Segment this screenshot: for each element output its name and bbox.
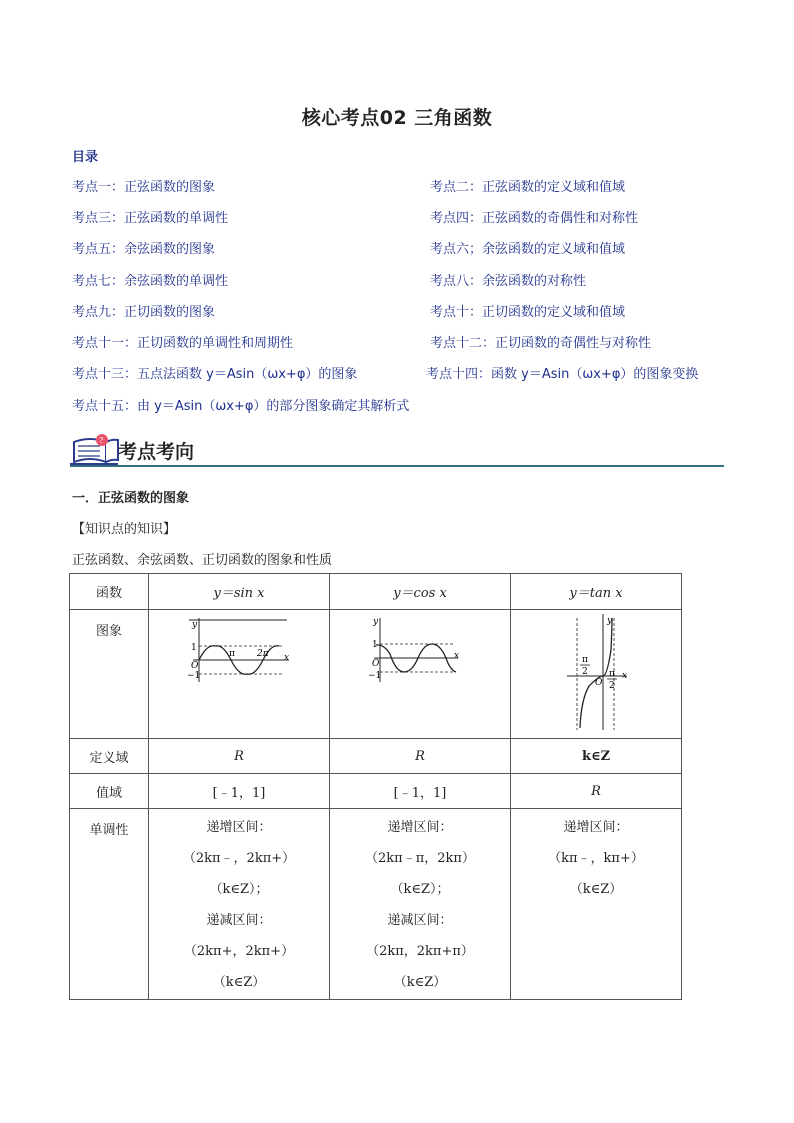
sin-dec-interval: （2kπ+，2kπ+） bbox=[183, 944, 295, 959]
sine-two-pi-label: 2π bbox=[257, 649, 269, 659]
toc-item-8[interactable]: 考点八：余弦函数的对称性 bbox=[430, 274, 587, 289]
monotonic-sin bbox=[149, 809, 330, 1000]
toc-item-6[interactable]: 考点六；余弦函数的定义域和值域 bbox=[430, 242, 626, 257]
toc-item-3[interactable]: 考点三：正弦函数的单调性 bbox=[72, 211, 229, 226]
cos-inc-label: 递增区间： bbox=[387, 820, 453, 835]
cos-inc-k: （k∈Z）； bbox=[390, 882, 450, 897]
sine-neg-one-label: −1 bbox=[187, 671, 201, 681]
toc-item-4[interactable]: 考点四：正弦函数的奇偶性和对称性 bbox=[430, 211, 639, 226]
row-label-domain: 定义域 bbox=[70, 739, 149, 774]
toc-item-15[interactable]: 考点十五：由 y＝Asin（ωx+φ）的部分图象确定其解析式 bbox=[72, 399, 410, 414]
cos-inc-interval: （2kπ﹣π，2kπ） bbox=[365, 851, 475, 866]
knowledge-heading: 【知识点的知识】 bbox=[72, 522, 177, 537]
toc-heading: 目录 bbox=[72, 150, 99, 165]
cos-dec-label: 递减区间： bbox=[387, 913, 453, 928]
sin-dec-k: （k∈Z） bbox=[212, 975, 266, 990]
page-title: 核心考点02 三角函数 bbox=[301, 107, 493, 129]
sine-pi-label: π bbox=[229, 649, 235, 659]
tan-inc-k: （k∈Z） bbox=[569, 882, 623, 897]
sine-one-label: 1 bbox=[191, 643, 197, 653]
toc-item-9[interactable]: 考点九：正切函数的图象 bbox=[72, 305, 216, 320]
domain-sin: R bbox=[149, 739, 330, 774]
toc-item-7[interactable]: 考点七：余弦函数的单调性 bbox=[72, 274, 229, 289]
tangent-origin-label: O bbox=[595, 678, 603, 688]
cosine-x-label: x bbox=[454, 651, 460, 661]
banner-title: 考点考向 bbox=[118, 441, 195, 463]
row-label-function: 函数 bbox=[70, 574, 149, 610]
sine-origin-label: O bbox=[191, 661, 199, 671]
row-label-range: 值域 bbox=[70, 774, 149, 809]
sin-dec-label: 递减区间： bbox=[206, 913, 272, 928]
monotonic-tan bbox=[511, 809, 682, 1000]
tangent-graph bbox=[511, 610, 681, 734]
domain-tan: k∈Z bbox=[511, 739, 682, 774]
toc-item-2[interactable]: 考点二：正弦函数的定义域和值域 bbox=[430, 180, 626, 195]
svg-text:?: ? bbox=[99, 436, 104, 445]
tangent-pi-label-right: π bbox=[609, 669, 615, 679]
range-tan: R bbox=[511, 774, 682, 809]
sin-inc-label: 递增区间： bbox=[206, 820, 272, 835]
cosine-origin-label: O bbox=[372, 659, 380, 669]
tangent-y-label: y bbox=[607, 616, 613, 626]
toc-item-10[interactable]: 考点十：正切函数的定义域和值域 bbox=[430, 305, 626, 320]
tangent-x-label: x bbox=[622, 671, 628, 681]
function-tan: y＝tan x bbox=[511, 574, 682, 610]
toc-item-5[interactable]: 考点五：余弦函数的图象 bbox=[72, 242, 216, 257]
toc-item-14[interactable]: 考点十四：函数 y＝Asin（ωx+φ）的图象变换 bbox=[426, 367, 699, 382]
function-sin: y＝sin x bbox=[149, 574, 330, 610]
intro-text: 正弦函数、余弦函数、正切函数的图象和性质 bbox=[72, 553, 333, 568]
toc-item-1[interactable]: 考点一：正弦函数的图象 bbox=[72, 180, 216, 195]
sin-inc-interval: （2kπ﹣，2kπ+） bbox=[182, 851, 296, 866]
cosine-y-label: y bbox=[373, 617, 379, 627]
section-title: 一．正弦函数的图象 bbox=[72, 491, 190, 506]
function-cos: y＝cos x bbox=[330, 574, 511, 610]
toc-item-11[interactable]: 考点十一：正切函数的单调性和周期性 bbox=[72, 336, 294, 351]
cosine-one-label: 1 bbox=[372, 640, 378, 650]
range-sin: [﹣1，1] bbox=[149, 774, 330, 809]
cosine-neg-one-label: −1 bbox=[368, 671, 382, 681]
tangent-two-label-left: 2 bbox=[582, 667, 588, 677]
sine-x-label: x bbox=[284, 653, 290, 663]
sine-graph bbox=[149, 610, 329, 690]
range-cos: [﹣1，1] bbox=[330, 774, 511, 809]
sin-inc-k: （k∈Z）； bbox=[209, 882, 269, 897]
banner-divider bbox=[70, 465, 724, 467]
tan-inc-label: 递增区间： bbox=[563, 820, 629, 835]
row-label-graph: 图象 bbox=[70, 610, 149, 739]
trig-properties-table bbox=[69, 573, 682, 1000]
tan-inc-interval: （kπ﹣，kπ+） bbox=[548, 851, 644, 866]
tangent-two-label-right: 2 bbox=[609, 681, 615, 691]
cos-dec-interval: （2kπ，2kπ+π） bbox=[366, 944, 474, 959]
monotonic-cos bbox=[330, 809, 511, 1000]
row-label-monotonic: 单调性 bbox=[70, 809, 149, 1000]
sine-y-label: y bbox=[192, 620, 198, 630]
domain-cos: R bbox=[330, 739, 511, 774]
cos-dec-k: （k∈Z） bbox=[393, 975, 447, 990]
cosine-graph bbox=[330, 610, 510, 690]
toc-item-13[interactable]: 考点十三：五点法函数 y＝Asin（ωx+φ）的图象 bbox=[72, 367, 358, 382]
tangent-pi-label-left: π bbox=[582, 655, 588, 665]
toc-item-12[interactable]: 考点十二：正切函数的奇偶性与对称性 bbox=[430, 336, 652, 351]
